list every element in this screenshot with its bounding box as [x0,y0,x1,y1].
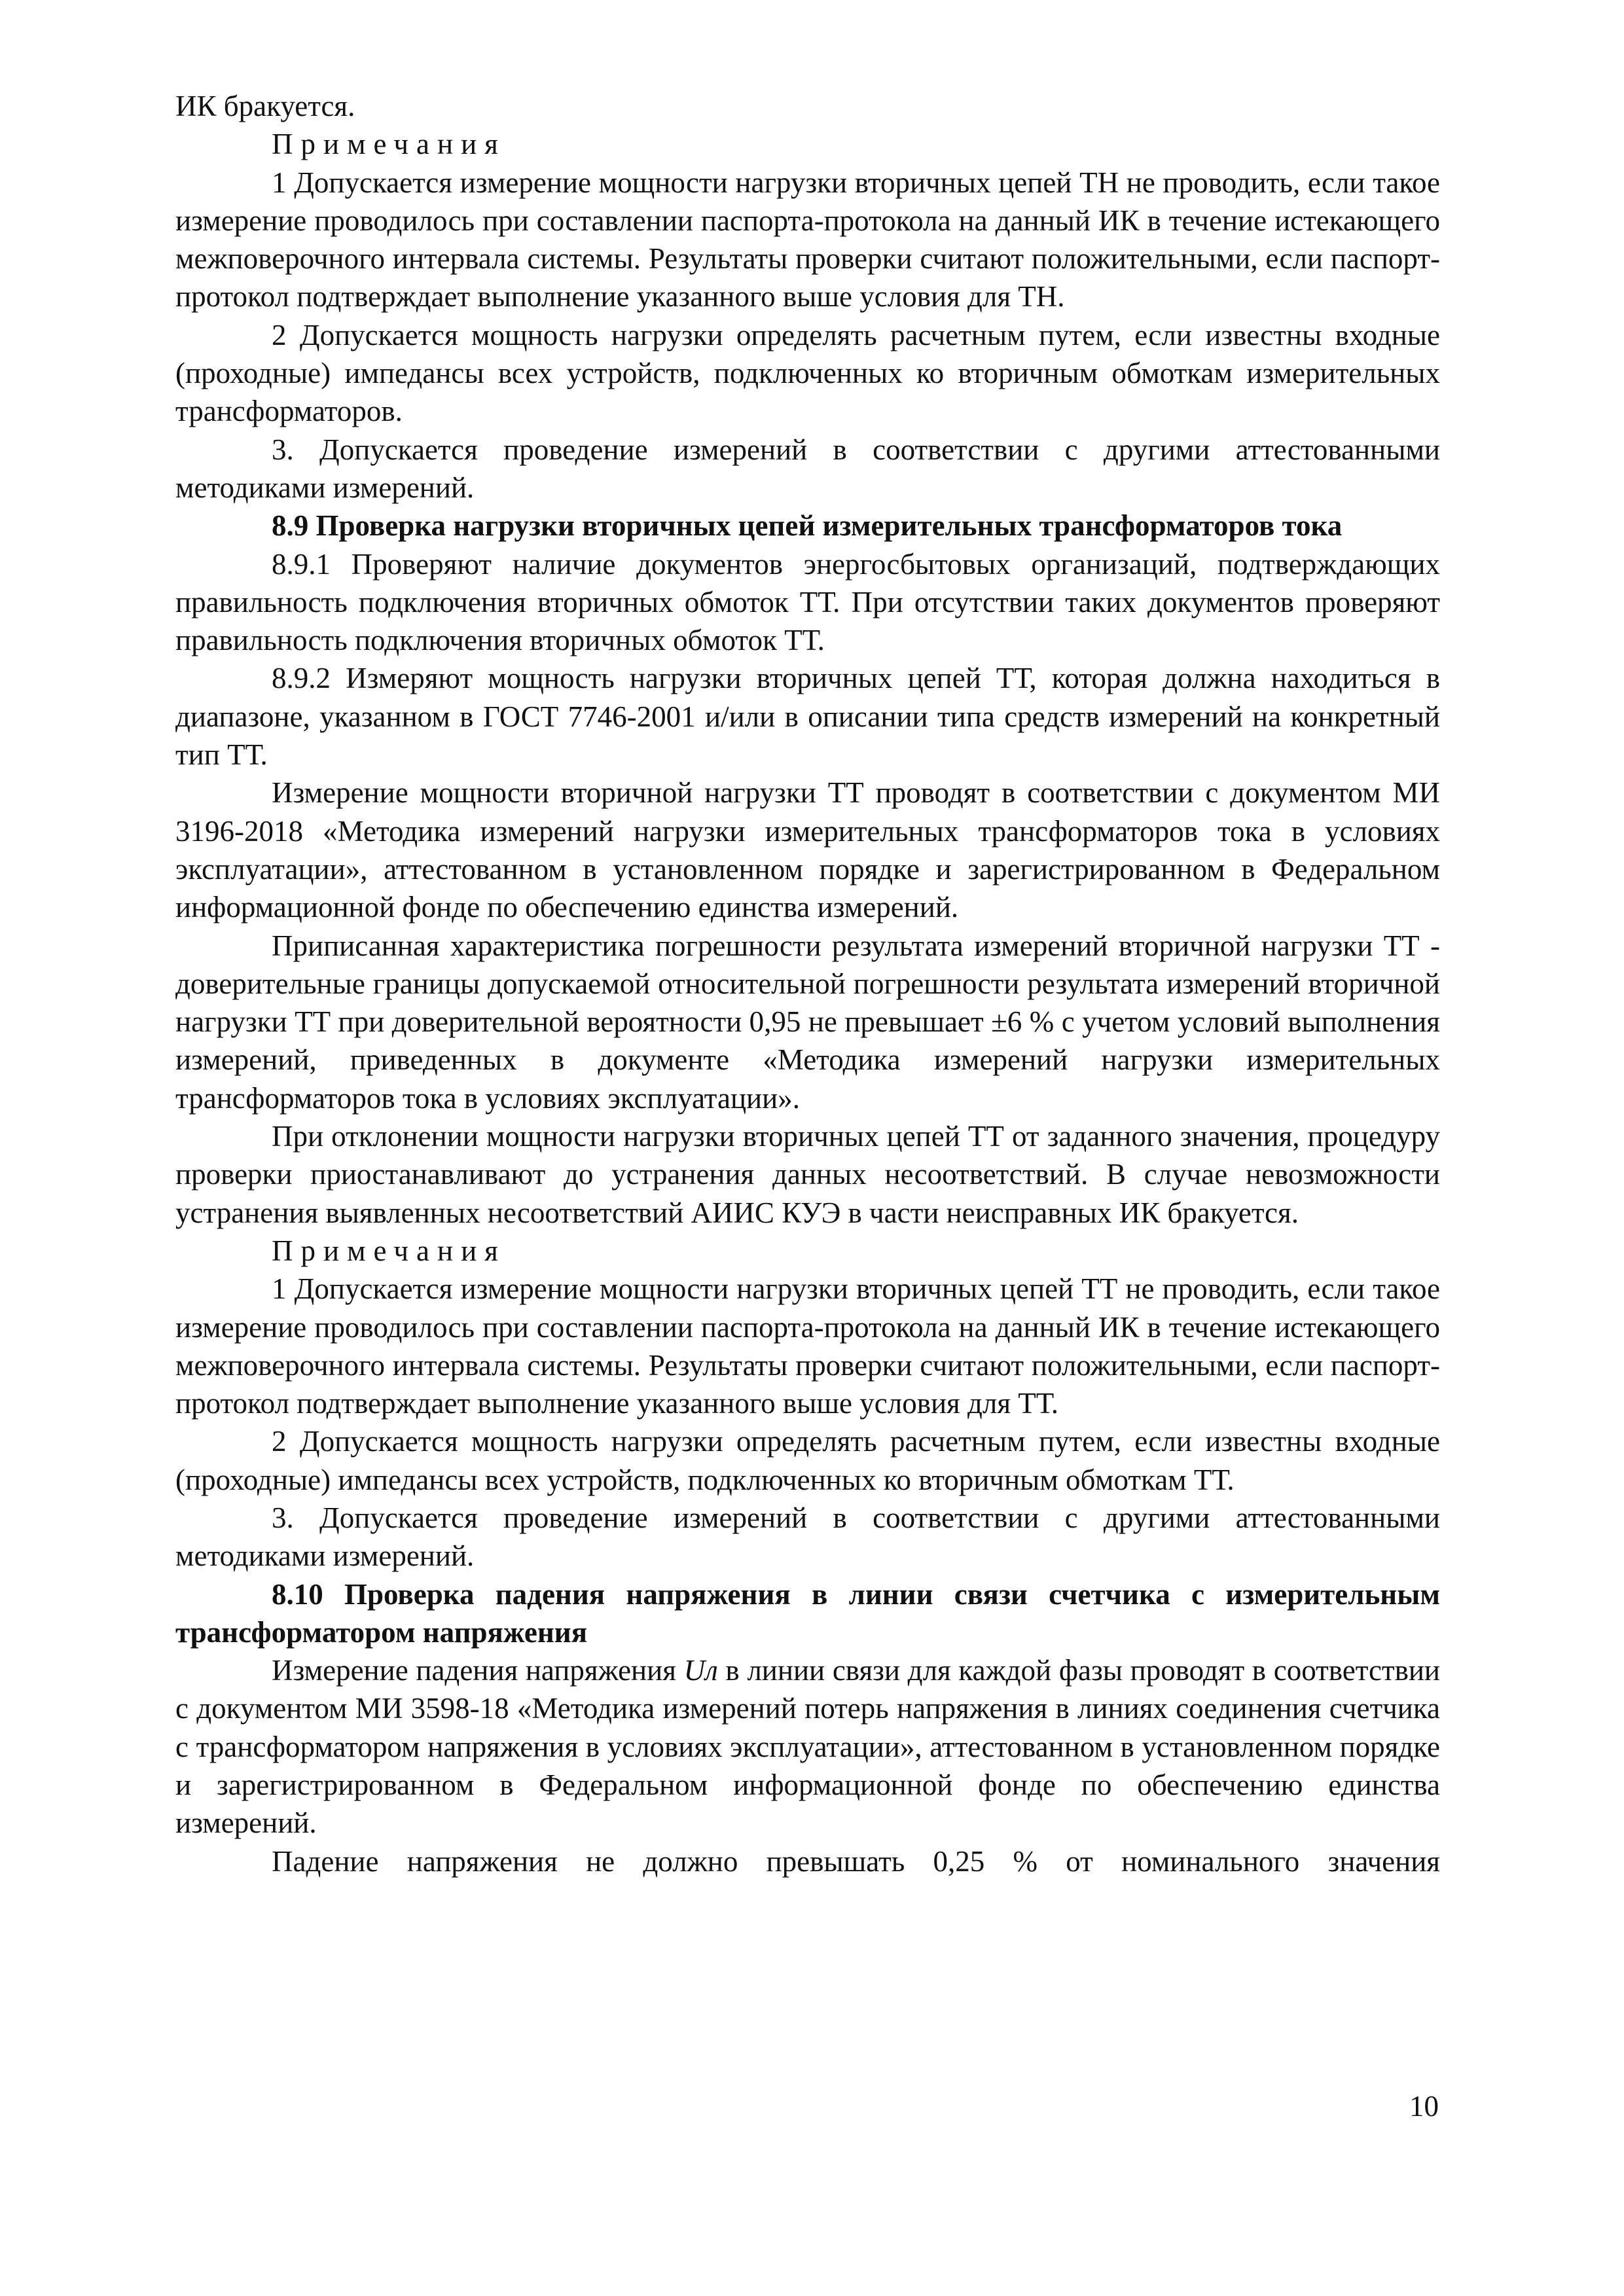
paragraph-8-9-1: 8.9.1 Проверяют наличие документов энергосбытовых организаций, подтверждающих правильность подключения вторичных обмоток ТТ. При отсутствии таких документов проверяют правильность подключения вторичных обмоток ТТ. [175,547,1440,657]
paragraph-8-9-2: 8.9.2 Измеряют мощность нагрузки вторичных цепей ТТ, которая должна находиться в диапазоне, указанном в ГОСТ 7746-2001 и/или в описании типа средств измерений на конкретный тип ТТ. [175,662,1440,772]
notes-heading-ct: Примечания [272,1234,506,1267]
voltage-drop-variable: Uл [683,1654,718,1687]
paragraph-deviation: При отклонении мощности нагрузки вторичных цепей ТТ от заданного значения, процедуру проверки приостанавливают до устранения данных несоответствий. В случае невозможности устранения выявленных несоответствий АИИС КУЭ в части неисправных ИК бракуется. [175,1120,1440,1229]
note-vt-2: 2 Допускается мощность нагрузки определять расчетным путем, если известны входные (проходные) импедансы всех устройств, подключенных ко вторичным обмоткам измерительных трансформаторов. [175,318,1440,428]
note-vt-3: 3. Допускается проведение измерений в соответствии с другими аттестованными методиками измерений. [175,433,1440,504]
voltage-drop-text-end: в линии связи для каждой фазы проводят в соответствии с документом МИ 3598-18 «Методика измерений потерь напряжения в линиях соединения счетчика с трансформатором напряжения в условиях эксплуатации», аттестованном в установленном порядке и зарегистрированном в Федеральном информационной фонде по обеспечению единства измерений. [175,1654,1440,1840]
note-ct-2: 2 Допускается мощность нагрузки определять расчетным путем, если известны входные (проходные) импедансы всех устройств, подключенных ко вторичным обмоткам ТТ. [175,1425,1440,1496]
paragraph-error-characteristic: Приписанная характеристика погрешности результата измерений вторичной нагрузки ТТ - доверительные границы допускаемой относительной погрешности результата измерений вторичной нагрузки ТТ при доверительной вероятности 0,95 не превышает ±6 % с учетом условий выполнения измерений, приведенных в документе «Методика измерений нагрузки измерительных трансформаторов тока в условиях эксплуатации». [175,929,1440,1115]
section-heading-8-10: 8.10 Проверка падения напряжения в линии связи счетчика с измерительным трансформатором напряжения [175,1577,1440,1649]
notes-heading-vt: Примечания [272,128,506,161]
paragraph-measurement-method: Измерение мощности вторичной нагрузки ТТ проводят в соответствии с документом МИ 3196-2018 «Методика измерений нагрузки измерительных трансформаторов тока в условиях эксплуатации», аттестованном в установленном порядке и зарегистрированном в Федеральном информационной фонде по обеспечению единства измерений. [175,776,1440,924]
section-heading-8-9: 8.9 Проверка нагрузки вторичных цепей измерительных трансформаторов тока [272,509,1343,543]
paragraph-voltage-drop-measurement [175,1651,1440,1842]
note-ct-1: 1 Допускается измерение мощности нагрузки вторичных цепей ТТ не проводить, если такое измерение проводилось при составлении паспорта-протокола на данный ИК в течение истекающего межповерочного интервала системы. Результаты проверки считают положительными, если паспорт-протокол подтверждает выполнение указанного выше условия для ТТ. [175,1272,1440,1420]
voltage-drop-text-start: Измерение падения напряжения [272,1654,676,1687]
paragraph-voltage-drop-limit: Падение напряжения не должно превышать 0,25 % от номинального значения [272,1844,1440,1878]
page-number: 10 [1409,2090,1439,2123]
page-body [175,87,1440,1880]
paragraph-ik-rejected: ИК бракуется. [175,90,355,122]
note-vt-1: 1 Допускается измерение мощности нагрузки вторичных цепей ТН не проводить, если такое измерение проводилось при составлении паспорта-протокола на данный ИК в течение истекающего межповерочного интервала системы. Результаты проверки считают положительными, если паспорт-протокол подтверждает выполнение указанного выше условия для ТН. [175,166,1440,314]
note-ct-3: 3. Допускается проведение измерений в соответствии с другими аттестованными методиками измерений. [175,1501,1440,1573]
